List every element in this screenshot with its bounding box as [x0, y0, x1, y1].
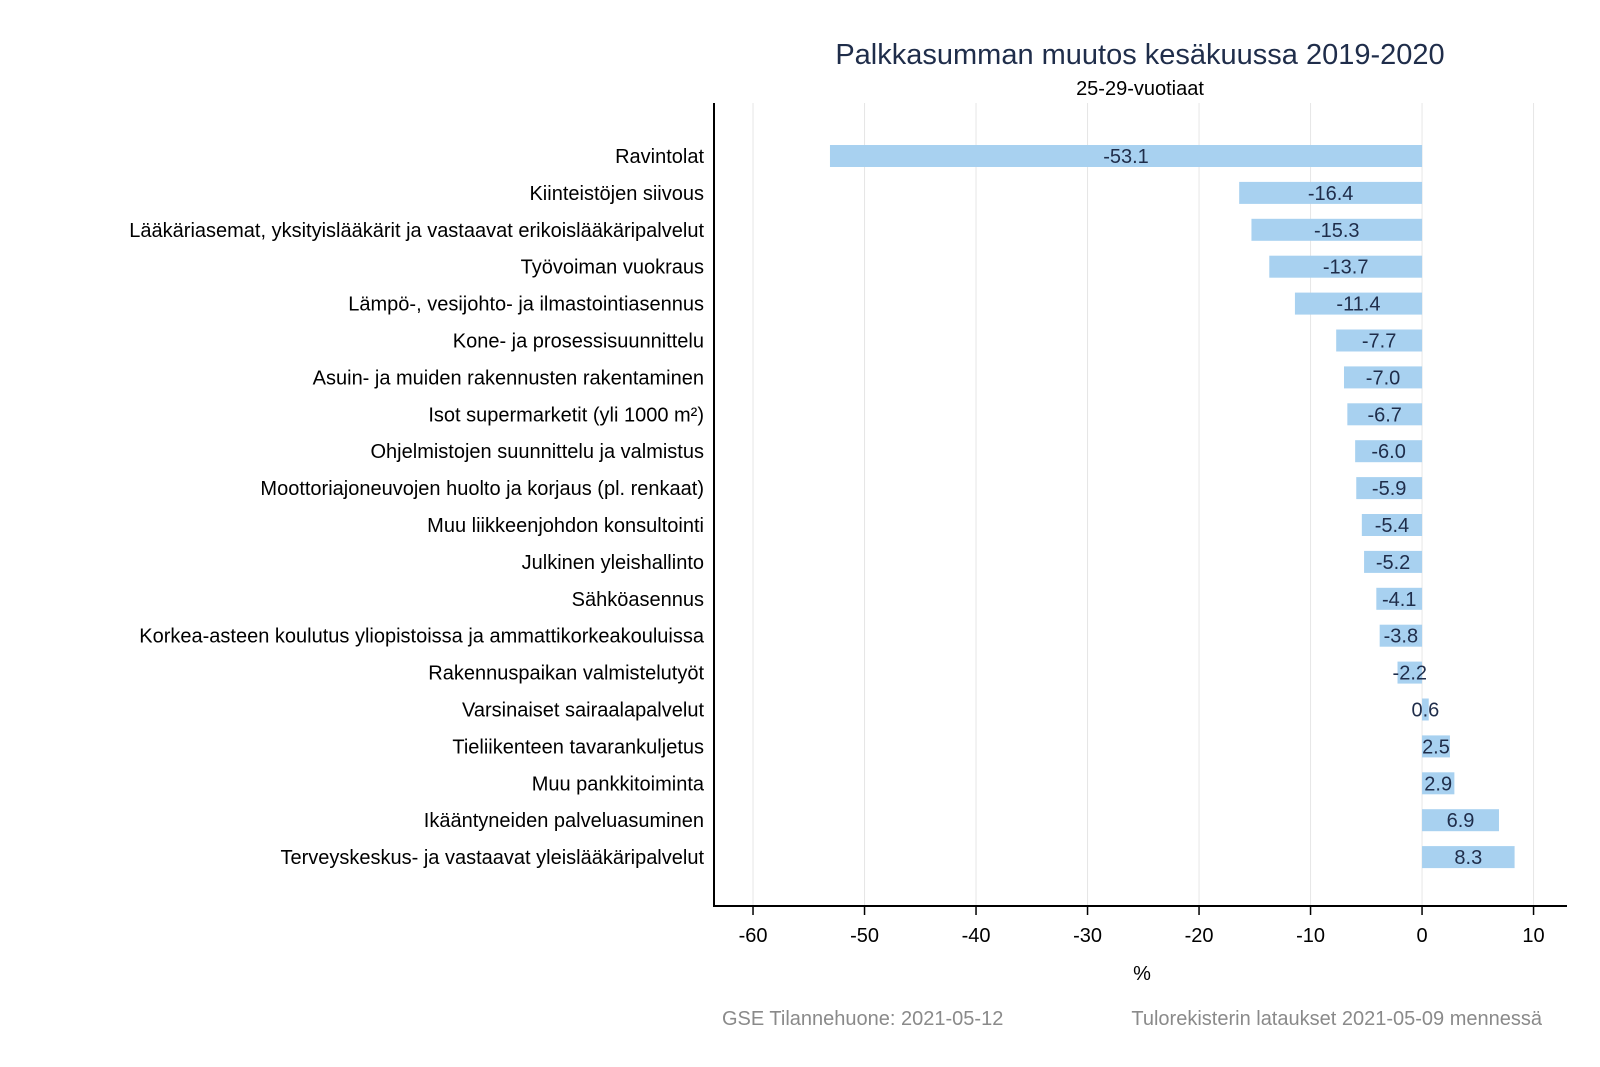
source-date-label: GSE Tilannehuone: 2021-05-12 — [722, 1008, 1004, 1030]
x-tick-label: -60 — [738, 925, 768, 947]
category-label: Varsinaiset sairaalapalvelut — [462, 699, 704, 722]
x-axis-label: % — [1133, 963, 1151, 985]
data-label: -6.7 — [1367, 404, 1402, 427]
x-tick-label: -40 — [961, 925, 991, 947]
category-label: Isot supermarketit (yli 1000 m²) — [428, 404, 704, 427]
category-label: Kiinteistöjen siivous — [529, 182, 704, 205]
category-label: Tieliikenteen tavarankuljetus — [452, 736, 704, 759]
category-label: Terveyskeskus- ja vastaavat yleislääkäripalvelut — [280, 847, 704, 870]
data-label: 2.5 — [1422, 736, 1450, 759]
data-label: 2.9 — [1424, 773, 1453, 796]
data-label: -15.3 — [1313, 219, 1360, 242]
x-tick-label: -20 — [1184, 925, 1214, 947]
data-label: -5.2 — [1375, 551, 1411, 574]
data-label: -5.9 — [1371, 478, 1407, 501]
data-label: -5.4 — [1374, 515, 1410, 537]
x-tick-label: -10 — [1296, 925, 1325, 947]
category-label: Muu liikkeenjohdon konsultointi — [427, 515, 704, 537]
category-label: Asuin- ja muiden rakennusten rakentaminen — [312, 367, 704, 390]
source-note-label: Tulorekisterin lataukset 2021-05-09 mennessä — [1131, 1008, 1542, 1030]
data-label: -7.0 — [1365, 367, 1401, 390]
category-labels — [129, 146, 705, 869]
x-axis-ticks — [739, 906, 1545, 947]
category-label: Korkea-asteen koulutus yliopistoissa ja ammattikorkeakouluissa — [139, 625, 704, 648]
category-label: Ohjelmistojen suunnittelu ja valmistus — [370, 441, 704, 464]
category-label: Muu pankkitoiminta — [531, 773, 704, 796]
data-label: -4.1 — [1381, 588, 1417, 611]
x-tick-label: -30 — [1073, 925, 1102, 947]
category-label: Työvoiman vuokraus — [520, 256, 704, 279]
data-label: 0.6 — [1411, 699, 1440, 722]
data-label: -16.4 — [1307, 182, 1354, 205]
chart-title: Palkkasumman muutos kesäkuussa 2019-2020 — [835, 39, 1445, 71]
chart-subtitle: 25-29-vuotiaat — [1076, 78, 1204, 100]
category-label: Moottoriajoneuvojen huolto ja korjaus (pl. renkaat) — [260, 478, 704, 501]
bars — [830, 145, 1515, 868]
category-label: Ikääntyneiden palveluasuminen — [423, 810, 704, 833]
category-label: Rakennuspaikan valmistelutyöt — [428, 662, 704, 685]
data-label: -13.7 — [1322, 256, 1369, 279]
data-label: -3.8 — [1383, 625, 1419, 648]
data-label: -2.2 — [1392, 662, 1428, 685]
x-tick-label: -50 — [850, 925, 879, 947]
data-label: -6.0 — [1371, 441, 1406, 464]
category-label: Sähköasennus — [571, 588, 704, 611]
data-label: 6.9 — [1446, 810, 1475, 833]
data-label: 8.3 — [1454, 847, 1483, 870]
category-label: Lämpö-, vesijohto- ja ilmastointiasennus — [348, 293, 704, 316]
data-label: -7.7 — [1361, 330, 1397, 353]
x-tick-label: 0 — [1416, 925, 1428, 947]
data-labels — [1103, 146, 1482, 869]
category-label: Lääkäriasemat, yksityislääkärit ja vastaavat erikoislääkäripalvelut — [129, 219, 704, 242]
data-label: -53.1 — [1103, 146, 1149, 168]
data-label: -11.4 — [1336, 293, 1381, 316]
category-label: Julkinen yleishallinto — [521, 551, 704, 574]
category-label: Ravintolat — [615, 146, 704, 168]
category-label: Kone- ja prosessisuunnittelu — [452, 330, 704, 353]
x-tick-label: 10 — [1522, 925, 1545, 947]
